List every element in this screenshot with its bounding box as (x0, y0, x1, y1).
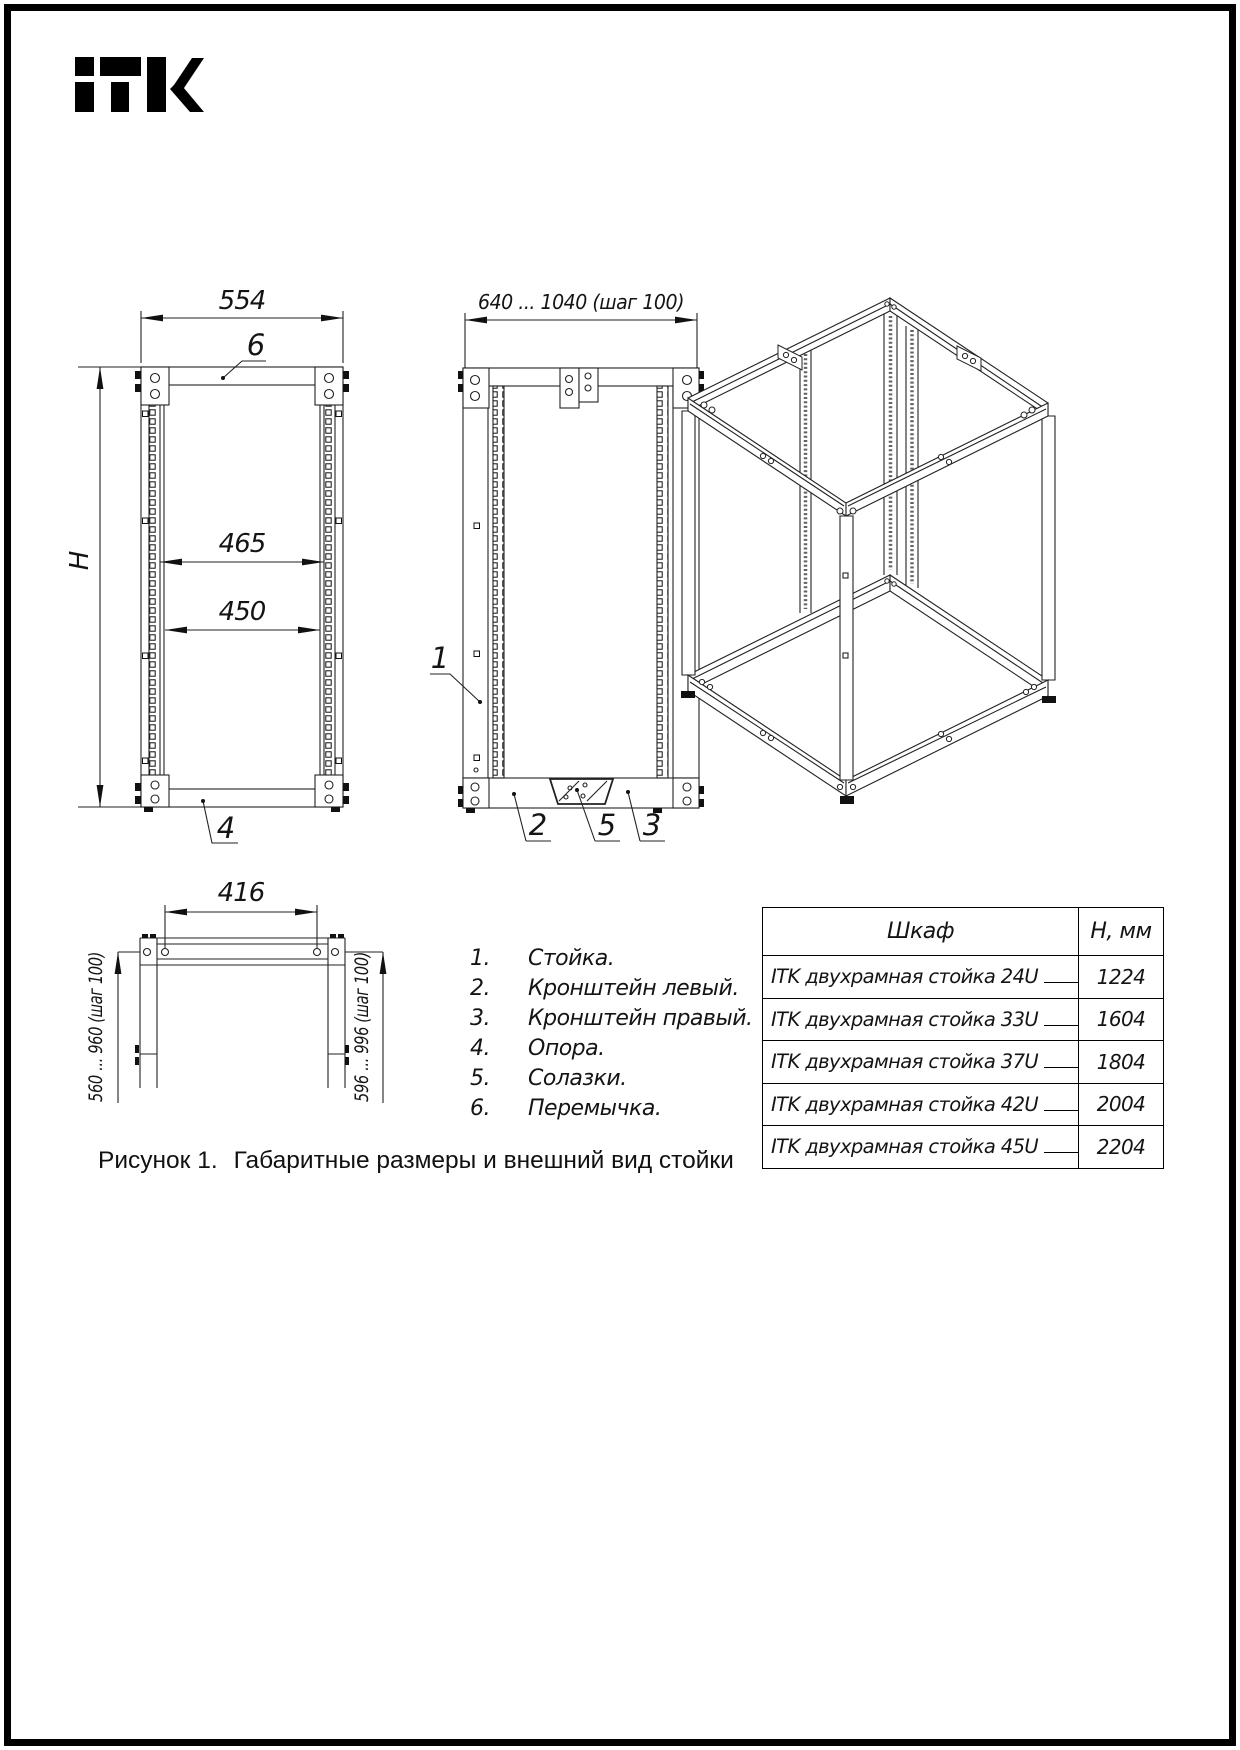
figure-title: Габаритные размеры и внешний вид стойки (233, 1147, 734, 1174)
perforated-rail (493, 386, 504, 778)
perforated-rail-left (149, 385, 160, 789)
isometric-view-drawing (650, 268, 1070, 808)
legend-label: Стойка. (528, 946, 615, 971)
rack-height-cell: 1804 (1079, 1041, 1164, 1084)
blank-line (1044, 1053, 1078, 1068)
legend-item: 1. Стойка. (470, 944, 753, 974)
callout-1: 1 (430, 641, 450, 675)
itk-logo (75, 57, 205, 113)
table-row (763, 956, 1164, 999)
rack-name-cell: ITK двухрамная стойка 33U (763, 998, 1079, 1041)
iso-back-post (800, 311, 918, 613)
rack-height-cell: 1224 (1079, 956, 1164, 999)
dim-450: 450 (218, 597, 266, 627)
size-table (762, 907, 1164, 1169)
iso-front-post (840, 516, 853, 780)
legend-item: 2. Кронштейн левый. (470, 974, 753, 1004)
top-view-arrows (115, 909, 387, 1065)
dim-depth-right: 596 ... 996 (шаг 100) (351, 907, 373, 1102)
legend-item: 6. Перемычка. (470, 1094, 753, 1124)
callout-3: 3 (642, 808, 662, 842)
callout-5: 5 (597, 808, 617, 842)
perforated-rail-right (324, 385, 335, 789)
legend-label: Кронштейн левый. (528, 976, 739, 1001)
table-row (763, 1041, 1164, 1084)
rack-name-cell: ITK двухрамная стойка 37U (763, 1041, 1079, 1084)
callout-6: 6 (246, 328, 266, 362)
rack-height-cell: 2004 (1079, 1083, 1164, 1126)
figure-number: Рисунок 1. (98, 1147, 218, 1174)
figure-caption (98, 1147, 734, 1175)
rack-height-cell: 2204 (1079, 1126, 1164, 1169)
parts-legend (470, 944, 753, 1124)
blank-line (1044, 1138, 1078, 1153)
legend-label: Солазки. (528, 1066, 627, 1091)
table-row (763, 998, 1164, 1041)
dim-depth: 640 ... 1040 (шаг 100) (478, 290, 684, 314)
top-view-drawing (75, 855, 405, 1105)
legend-label: Кронштейн правый. (528, 1006, 753, 1031)
iso-side-posts (682, 411, 1055, 680)
table-row (763, 1083, 1164, 1126)
rack-name-cell: ITK двухрамная стойка 42U (763, 1083, 1079, 1126)
legend-label: Опора. (528, 1036, 605, 1061)
table-row (763, 1126, 1164, 1169)
blank-line (1044, 968, 1078, 983)
col-header-shkaf: Шкаф (763, 908, 1079, 956)
front-arrows (97, 315, 349, 812)
rack-name-cell: ITK двухрамная стойка 24U (763, 956, 1079, 999)
size-table-header (763, 908, 1164, 956)
dim-554: 554 (218, 286, 266, 316)
mount-holes (143, 411, 342, 764)
legend-item: 5. Солазки. (470, 1064, 753, 1094)
rack-name-cell: ITK двухрамная стойка 45U (763, 1126, 1079, 1169)
legend-label: Перемычка. (528, 1096, 662, 1121)
callout-2: 2 (528, 808, 548, 842)
front-view-drawing (65, 255, 390, 855)
itk-logo-glyphs (75, 57, 204, 112)
dim-H: H (65, 551, 95, 571)
legend-item: 4. Опора. (470, 1034, 753, 1064)
dim-416: 416 (217, 878, 265, 908)
col-header-h: H, мм (1079, 908, 1164, 956)
blank-line (1044, 1011, 1078, 1026)
blank-line (1044, 1096, 1078, 1111)
rack-height-cell: 1604 (1079, 998, 1164, 1041)
iso-bottom-frame (688, 575, 1048, 696)
dim-465: 465 (218, 529, 266, 559)
iso-top-frame (688, 298, 1048, 416)
callout-4: 4 (216, 811, 236, 845)
dim-depth-left: 560 ... 960 (шаг 100) (85, 907, 107, 1102)
front-frame (78, 311, 343, 843)
legend-item: 3. Кронштейн правый. (470, 1004, 753, 1034)
